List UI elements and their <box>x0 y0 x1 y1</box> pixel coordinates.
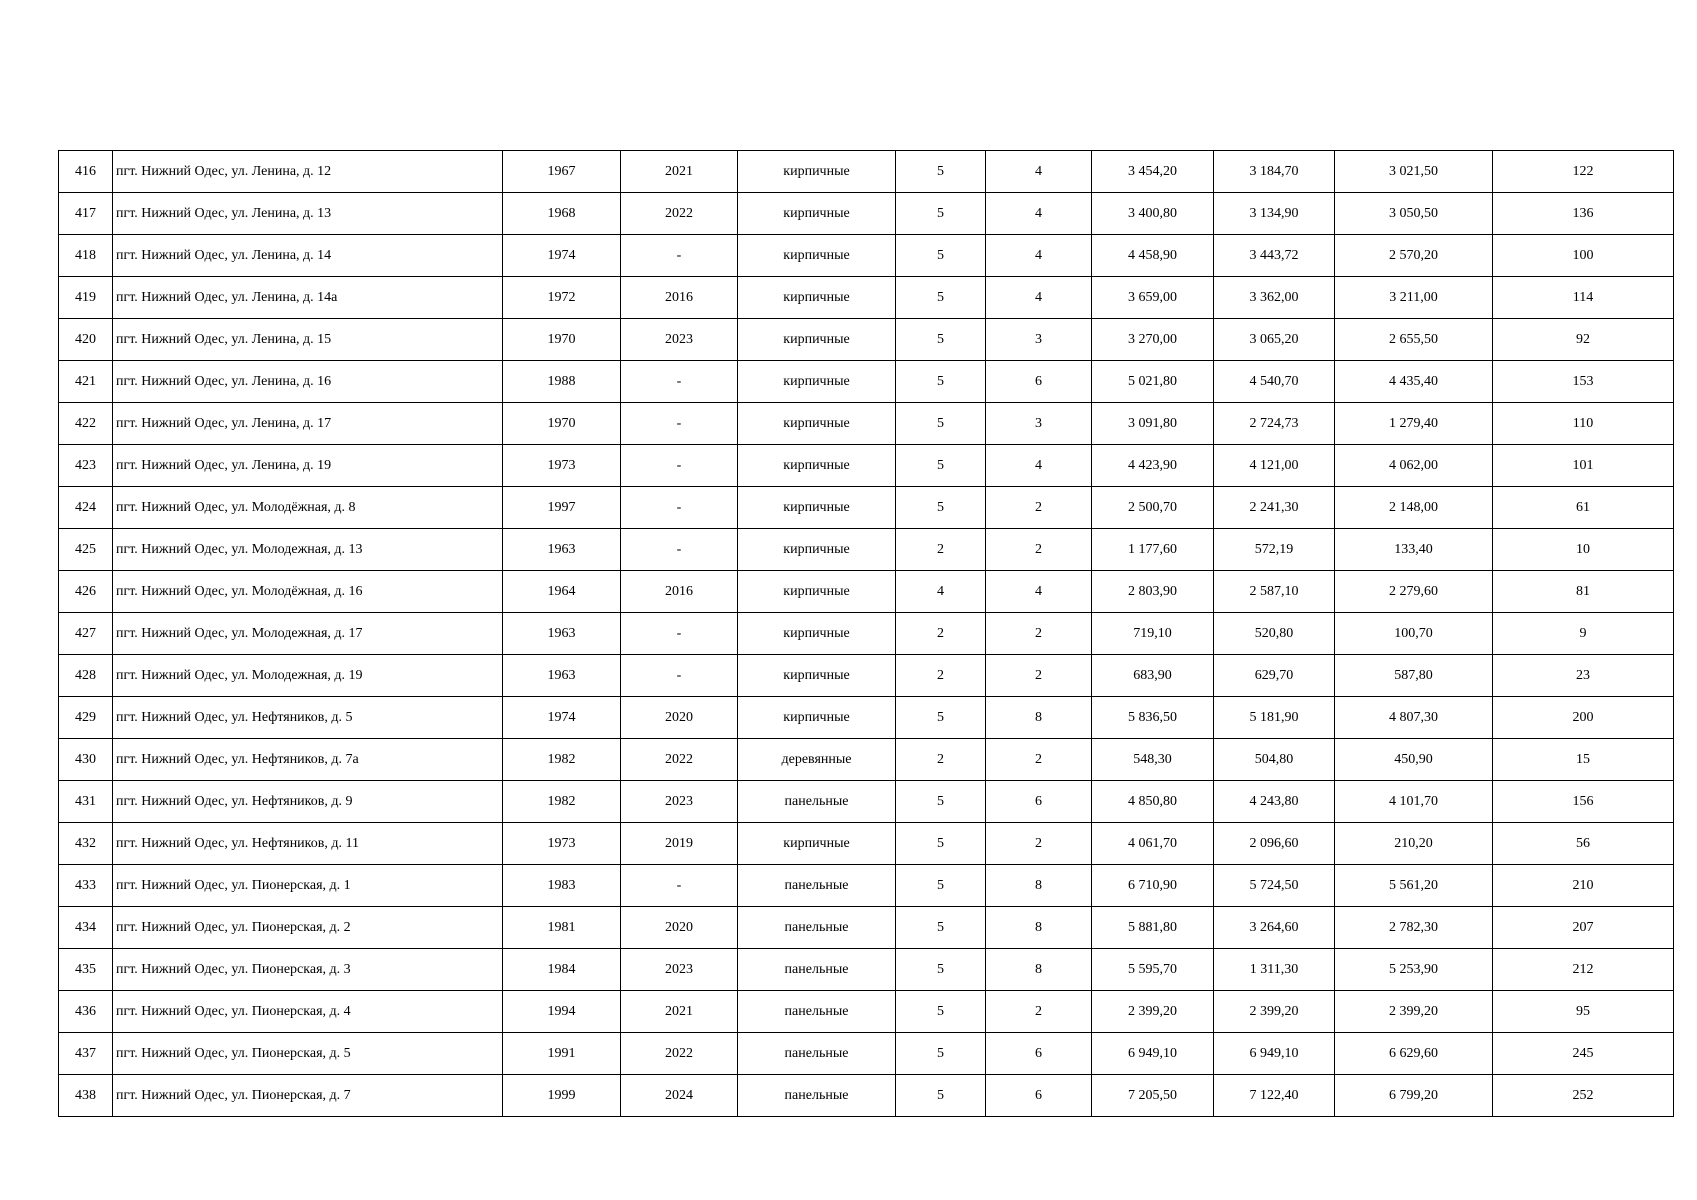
table-row <box>59 235 1674 277</box>
table-row <box>59 907 1674 949</box>
wall-material-cell: кирпичные <box>738 613 896 655</box>
renovation-year-cell: - <box>621 403 738 445</box>
construction-year-cell: 1963 <box>503 529 621 571</box>
residents-cell: 9 <box>1493 613 1674 655</box>
construction-year-cell: 1997 <box>503 487 621 529</box>
renovation-year-cell: 2020 <box>621 697 738 739</box>
residential-area-cell: 2 655,50 <box>1335 319 1493 361</box>
floors-cell: 5 <box>896 949 986 991</box>
table-row <box>59 949 1674 991</box>
living-area-cell: 572,19 <box>1214 529 1335 571</box>
row-number-cell: 420 <box>59 319 113 361</box>
address-cell: пгт. Нижний Одес, ул. Пионерская, д. 1 <box>113 865 503 907</box>
residential-area-cell: 133,40 <box>1335 529 1493 571</box>
wall-material-cell: деревянные <box>738 739 896 781</box>
residential-area-cell: 5 561,20 <box>1335 865 1493 907</box>
entrances-cell: 8 <box>986 949 1092 991</box>
address-cell: пгт. Нижний Одес, ул. Молодежная, д. 17 <box>113 613 503 655</box>
floors-cell: 5 <box>896 487 986 529</box>
residents-cell: 245 <box>1493 1033 1674 1075</box>
table-row <box>59 781 1674 823</box>
residential-area-cell: 100,70 <box>1335 613 1493 655</box>
table-row <box>59 823 1674 865</box>
address-cell: пгт. Нижний Одес, ул. Ленина, д. 17 <box>113 403 503 445</box>
construction-year-cell: 1963 <box>503 655 621 697</box>
construction-year-cell: 1968 <box>503 193 621 235</box>
living-area-cell: 6 949,10 <box>1214 1033 1335 1075</box>
living-area-cell: 3 184,70 <box>1214 151 1335 193</box>
entrances-cell: 2 <box>986 991 1092 1033</box>
total-area-cell: 6 710,90 <box>1092 865 1214 907</box>
address-cell: пгт. Нижний Одес, ул. Ленина, д. 14 <box>113 235 503 277</box>
construction-year-cell: 1967 <box>503 151 621 193</box>
row-number-cell: 422 <box>59 403 113 445</box>
row-number-cell: 424 <box>59 487 113 529</box>
address-cell: пгт. Нижний Одес, ул. Пионерская, д. 5 <box>113 1033 503 1075</box>
construction-year-cell: 1983 <box>503 865 621 907</box>
address-cell: пгт. Нижний Одес, ул. Молодёжная, д. 16 <box>113 571 503 613</box>
renovation-year-cell: 2022 <box>621 1033 738 1075</box>
renovation-year-cell: 2019 <box>621 823 738 865</box>
floors-cell: 4 <box>896 571 986 613</box>
residents-cell: 210 <box>1493 865 1674 907</box>
residential-area-cell: 3 211,00 <box>1335 277 1493 319</box>
table-row <box>59 1033 1674 1075</box>
renovation-year-cell: - <box>621 235 738 277</box>
residents-cell: 122 <box>1493 151 1674 193</box>
total-area-cell: 6 949,10 <box>1092 1033 1214 1075</box>
entrances-cell: 2 <box>986 739 1092 781</box>
total-area-cell: 3 270,00 <box>1092 319 1214 361</box>
row-number-cell: 425 <box>59 529 113 571</box>
residents-cell: 100 <box>1493 235 1674 277</box>
residential-area-cell: 4 435,40 <box>1335 361 1493 403</box>
total-area-cell: 3 454,20 <box>1092 151 1214 193</box>
construction-year-cell: 1973 <box>503 823 621 865</box>
wall-material-cell: панельные <box>738 781 896 823</box>
residential-area-cell: 4 062,00 <box>1335 445 1493 487</box>
wall-material-cell: кирпичные <box>738 277 896 319</box>
total-area-cell: 7 205,50 <box>1092 1075 1214 1117</box>
residents-cell: 200 <box>1493 697 1674 739</box>
table-row <box>59 193 1674 235</box>
renovation-year-cell: 2023 <box>621 319 738 361</box>
total-area-cell: 3 659,00 <box>1092 277 1214 319</box>
construction-year-cell: 1982 <box>503 781 621 823</box>
construction-year-cell: 1973 <box>503 445 621 487</box>
row-number-cell: 434 <box>59 907 113 949</box>
floors-cell: 5 <box>896 403 986 445</box>
entrances-cell: 6 <box>986 1033 1092 1075</box>
renovation-year-cell: 2021 <box>621 991 738 1033</box>
entrances-cell: 4 <box>986 151 1092 193</box>
row-number-cell: 432 <box>59 823 113 865</box>
entrances-cell: 8 <box>986 907 1092 949</box>
floors-cell: 5 <box>896 865 986 907</box>
residential-area-cell: 4 807,30 <box>1335 697 1493 739</box>
entrances-cell: 4 <box>986 277 1092 319</box>
total-area-cell: 5 021,80 <box>1092 361 1214 403</box>
wall-material-cell: панельные <box>738 991 896 1033</box>
wall-material-cell: кирпичные <box>738 445 896 487</box>
floors-cell: 5 <box>896 1075 986 1117</box>
living-area-cell: 2 241,30 <box>1214 487 1335 529</box>
address-cell: пгт. Нижний Одес, ул. Нефтяников, д. 9 <box>113 781 503 823</box>
row-number-cell: 427 <box>59 613 113 655</box>
residential-area-cell: 2 782,30 <box>1335 907 1493 949</box>
entrances-cell: 6 <box>986 361 1092 403</box>
total-area-cell: 2 399,20 <box>1092 991 1214 1033</box>
residents-cell: 136 <box>1493 193 1674 235</box>
table-row <box>59 361 1674 403</box>
construction-year-cell: 1972 <box>503 277 621 319</box>
construction-year-cell: 1982 <box>503 739 621 781</box>
row-number-cell: 437 <box>59 1033 113 1075</box>
residents-cell: 61 <box>1493 487 1674 529</box>
wall-material-cell: панельные <box>738 907 896 949</box>
renovation-year-cell: - <box>621 361 738 403</box>
residents-cell: 81 <box>1493 571 1674 613</box>
wall-material-cell: кирпичные <box>738 487 896 529</box>
address-cell: пгт. Нижний Одес, ул. Молодежная, д. 13 <box>113 529 503 571</box>
residential-area-cell: 6 799,20 <box>1335 1075 1493 1117</box>
renovation-year-cell: 2016 <box>621 571 738 613</box>
table-row <box>59 1075 1674 1117</box>
renovation-year-cell: 2022 <box>621 739 738 781</box>
residents-cell: 153 <box>1493 361 1674 403</box>
address-cell: пгт. Нижний Одес, ул. Ленина, д. 12 <box>113 151 503 193</box>
floors-cell: 2 <box>896 613 986 655</box>
living-area-cell: 504,80 <box>1214 739 1335 781</box>
wall-material-cell: панельные <box>738 1033 896 1075</box>
total-area-cell: 4 423,90 <box>1092 445 1214 487</box>
living-area-cell: 3 362,00 <box>1214 277 1335 319</box>
entrances-cell: 8 <box>986 865 1092 907</box>
table-row <box>59 487 1674 529</box>
renovation-year-cell: 2023 <box>621 949 738 991</box>
floors-cell: 5 <box>896 319 986 361</box>
total-area-cell: 1 177,60 <box>1092 529 1214 571</box>
housing-registry-table <box>58 150 1674 1117</box>
table-row <box>59 529 1674 571</box>
living-area-cell: 3 443,72 <box>1214 235 1335 277</box>
row-number-cell: 417 <box>59 193 113 235</box>
table-row <box>59 865 1674 907</box>
floors-cell: 5 <box>896 235 986 277</box>
construction-year-cell: 1970 <box>503 319 621 361</box>
address-cell: пгт. Нижний Одес, ул. Ленина, д. 14а <box>113 277 503 319</box>
address-cell: пгт. Нижний Одес, ул. Ленина, д. 19 <box>113 445 503 487</box>
address-cell: пгт. Нижний Одес, ул. Пионерская, д. 4 <box>113 991 503 1033</box>
floors-cell: 5 <box>896 445 986 487</box>
row-number-cell: 431 <box>59 781 113 823</box>
floors-cell: 5 <box>896 277 986 319</box>
residents-cell: 95 <box>1493 991 1674 1033</box>
total-area-cell: 3 091,80 <box>1092 403 1214 445</box>
table-row <box>59 319 1674 361</box>
address-cell: пгт. Нижний Одес, ул. Пионерская, д. 7 <box>113 1075 503 1117</box>
residents-cell: 207 <box>1493 907 1674 949</box>
residential-area-cell: 2 570,20 <box>1335 235 1493 277</box>
floors-cell: 5 <box>896 361 986 403</box>
entrances-cell: 2 <box>986 529 1092 571</box>
table-row <box>59 991 1674 1033</box>
wall-material-cell: кирпичные <box>738 319 896 361</box>
residential-area-cell: 2 279,60 <box>1335 571 1493 613</box>
floors-cell: 5 <box>896 781 986 823</box>
residential-area-cell: 6 629,60 <box>1335 1033 1493 1075</box>
living-area-cell: 629,70 <box>1214 655 1335 697</box>
total-area-cell: 4 061,70 <box>1092 823 1214 865</box>
residential-area-cell: 5 253,90 <box>1335 949 1493 991</box>
living-area-cell: 5 181,90 <box>1214 697 1335 739</box>
floors-cell: 5 <box>896 823 986 865</box>
construction-year-cell: 1963 <box>503 613 621 655</box>
construction-year-cell: 1991 <box>503 1033 621 1075</box>
row-number-cell: 428 <box>59 655 113 697</box>
living-area-cell: 2 096,60 <box>1214 823 1335 865</box>
row-number-cell: 423 <box>59 445 113 487</box>
address-cell: пгт. Нижний Одес, ул. Ленина, д. 16 <box>113 361 503 403</box>
residential-area-cell: 1 279,40 <box>1335 403 1493 445</box>
address-cell: пгт. Нижний Одес, ул. Молодёжная, д. 8 <box>113 487 503 529</box>
living-area-cell: 5 724,50 <box>1214 865 1335 907</box>
entrances-cell: 3 <box>986 403 1092 445</box>
address-cell: пгт. Нижний Одес, ул. Нефтяников, д. 7а <box>113 739 503 781</box>
living-area-cell: 2 399,20 <box>1214 991 1335 1033</box>
table-row <box>59 697 1674 739</box>
living-area-cell: 2 587,10 <box>1214 571 1335 613</box>
living-area-cell: 2 724,73 <box>1214 403 1335 445</box>
row-number-cell: 418 <box>59 235 113 277</box>
entrances-cell: 4 <box>986 193 1092 235</box>
table-row <box>59 277 1674 319</box>
construction-year-cell: 1964 <box>503 571 621 613</box>
wall-material-cell: панельные <box>738 865 896 907</box>
renovation-year-cell: - <box>621 655 738 697</box>
floors-cell: 5 <box>896 991 986 1033</box>
residential-area-cell: 3 021,50 <box>1335 151 1493 193</box>
table-row <box>59 445 1674 487</box>
address-cell: пгт. Нижний Одес, ул. Молодежная, д. 19 <box>113 655 503 697</box>
wall-material-cell: кирпичные <box>738 823 896 865</box>
residential-area-cell: 450,90 <box>1335 739 1493 781</box>
total-area-cell: 683,90 <box>1092 655 1214 697</box>
table-row <box>59 613 1674 655</box>
wall-material-cell: кирпичные <box>738 151 896 193</box>
total-area-cell: 4 850,80 <box>1092 781 1214 823</box>
residents-cell: 56 <box>1493 823 1674 865</box>
renovation-year-cell: 2022 <box>621 193 738 235</box>
wall-material-cell: кирпичные <box>738 235 896 277</box>
entrances-cell: 4 <box>986 235 1092 277</box>
residential-area-cell: 587,80 <box>1335 655 1493 697</box>
residents-cell: 156 <box>1493 781 1674 823</box>
living-area-cell: 3 134,90 <box>1214 193 1335 235</box>
living-area-cell: 3 264,60 <box>1214 907 1335 949</box>
renovation-year-cell: 2016 <box>621 277 738 319</box>
table-body <box>59 151 1674 1117</box>
residential-area-cell: 210,20 <box>1335 823 1493 865</box>
residents-cell: 101 <box>1493 445 1674 487</box>
row-number-cell: 426 <box>59 571 113 613</box>
wall-material-cell: кирпичные <box>738 361 896 403</box>
construction-year-cell: 1970 <box>503 403 621 445</box>
total-area-cell: 548,30 <box>1092 739 1214 781</box>
table-row <box>59 655 1674 697</box>
entrances-cell: 2 <box>986 487 1092 529</box>
residents-cell: 212 <box>1493 949 1674 991</box>
row-number-cell: 438 <box>59 1075 113 1117</box>
entrances-cell: 8 <box>986 697 1092 739</box>
wall-material-cell: кирпичные <box>738 193 896 235</box>
table-row <box>59 571 1674 613</box>
floors-cell: 2 <box>896 655 986 697</box>
residents-cell: 92 <box>1493 319 1674 361</box>
renovation-year-cell: 2023 <box>621 781 738 823</box>
table-row <box>59 739 1674 781</box>
construction-year-cell: 1994 <box>503 991 621 1033</box>
living-area-cell: 4 121,00 <box>1214 445 1335 487</box>
residential-area-cell: 4 101,70 <box>1335 781 1493 823</box>
wall-material-cell: панельные <box>738 949 896 991</box>
entrances-cell: 2 <box>986 655 1092 697</box>
renovation-year-cell: - <box>621 613 738 655</box>
renovation-year-cell: - <box>621 445 738 487</box>
residents-cell: 10 <box>1493 529 1674 571</box>
total-area-cell: 5 836,50 <box>1092 697 1214 739</box>
floors-cell: 2 <box>896 529 986 571</box>
entrances-cell: 2 <box>986 823 1092 865</box>
row-number-cell: 421 <box>59 361 113 403</box>
residents-cell: 110 <box>1493 403 1674 445</box>
living-area-cell: 4 243,80 <box>1214 781 1335 823</box>
living-area-cell: 3 065,20 <box>1214 319 1335 361</box>
address-cell: пгт. Нижний Одес, ул. Ленина, д. 13 <box>113 193 503 235</box>
construction-year-cell: 1984 <box>503 949 621 991</box>
total-area-cell: 2 500,70 <box>1092 487 1214 529</box>
residents-cell: 114 <box>1493 277 1674 319</box>
entrances-cell: 2 <box>986 613 1092 655</box>
construction-year-cell: 1981 <box>503 907 621 949</box>
total-area-cell: 5 595,70 <box>1092 949 1214 991</box>
wall-material-cell: кирпичные <box>738 571 896 613</box>
wall-material-cell: кирпичные <box>738 655 896 697</box>
row-number-cell: 416 <box>59 151 113 193</box>
renovation-year-cell: - <box>621 865 738 907</box>
row-number-cell: 419 <box>59 277 113 319</box>
row-number-cell: 436 <box>59 991 113 1033</box>
table-row <box>59 403 1674 445</box>
residents-cell: 15 <box>1493 739 1674 781</box>
entrances-cell: 4 <box>986 571 1092 613</box>
renovation-year-cell: 2020 <box>621 907 738 949</box>
wall-material-cell: кирпичные <box>738 403 896 445</box>
entrances-cell: 6 <box>986 1075 1092 1117</box>
renovation-year-cell: - <box>621 487 738 529</box>
residential-area-cell: 2 148,00 <box>1335 487 1493 529</box>
living-area-cell: 1 311,30 <box>1214 949 1335 991</box>
address-cell: пгт. Нижний Одес, ул. Ленина, д. 15 <box>113 319 503 361</box>
construction-year-cell: 1974 <box>503 235 621 277</box>
wall-material-cell: кирпичные <box>738 529 896 571</box>
row-number-cell: 435 <box>59 949 113 991</box>
entrances-cell: 4 <box>986 445 1092 487</box>
residents-cell: 23 <box>1493 655 1674 697</box>
address-cell: пгт. Нижний Одес, ул. Пионерская, д. 2 <box>113 907 503 949</box>
floors-cell: 5 <box>896 907 986 949</box>
entrances-cell: 6 <box>986 781 1092 823</box>
floors-cell: 5 <box>896 193 986 235</box>
residents-cell: 252 <box>1493 1075 1674 1117</box>
construction-year-cell: 1974 <box>503 697 621 739</box>
floors-cell: 5 <box>896 697 986 739</box>
entrances-cell: 3 <box>986 319 1092 361</box>
total-area-cell: 2 803,90 <box>1092 571 1214 613</box>
residential-area-cell: 3 050,50 <box>1335 193 1493 235</box>
total-area-cell: 4 458,90 <box>1092 235 1214 277</box>
floors-cell: 2 <box>896 739 986 781</box>
total-area-cell: 5 881,80 <box>1092 907 1214 949</box>
row-number-cell: 429 <box>59 697 113 739</box>
floors-cell: 5 <box>896 1033 986 1075</box>
renovation-year-cell: 2021 <box>621 151 738 193</box>
construction-year-cell: 1988 <box>503 361 621 403</box>
row-number-cell: 433 <box>59 865 113 907</box>
table-row <box>59 151 1674 193</box>
construction-year-cell: 1999 <box>503 1075 621 1117</box>
renovation-year-cell: 2024 <box>621 1075 738 1117</box>
row-number-cell: 430 <box>59 739 113 781</box>
address-cell: пгт. Нижний Одес, ул. Нефтяников, д. 11 <box>113 823 503 865</box>
total-area-cell: 719,10 <box>1092 613 1214 655</box>
address-cell: пгт. Нижний Одес, ул. Нефтяников, д. 5 <box>113 697 503 739</box>
living-area-cell: 520,80 <box>1214 613 1335 655</box>
wall-material-cell: панельные <box>738 1075 896 1117</box>
living-area-cell: 4 540,70 <box>1214 361 1335 403</box>
renovation-year-cell: - <box>621 529 738 571</box>
wall-material-cell: кирпичные <box>738 697 896 739</box>
address-cell: пгт. Нижний Одес, ул. Пионерская, д. 3 <box>113 949 503 991</box>
floors-cell: 5 <box>896 151 986 193</box>
living-area-cell: 7 122,40 <box>1214 1075 1335 1117</box>
residential-area-cell: 2 399,20 <box>1335 991 1493 1033</box>
total-area-cell: 3 400,80 <box>1092 193 1214 235</box>
